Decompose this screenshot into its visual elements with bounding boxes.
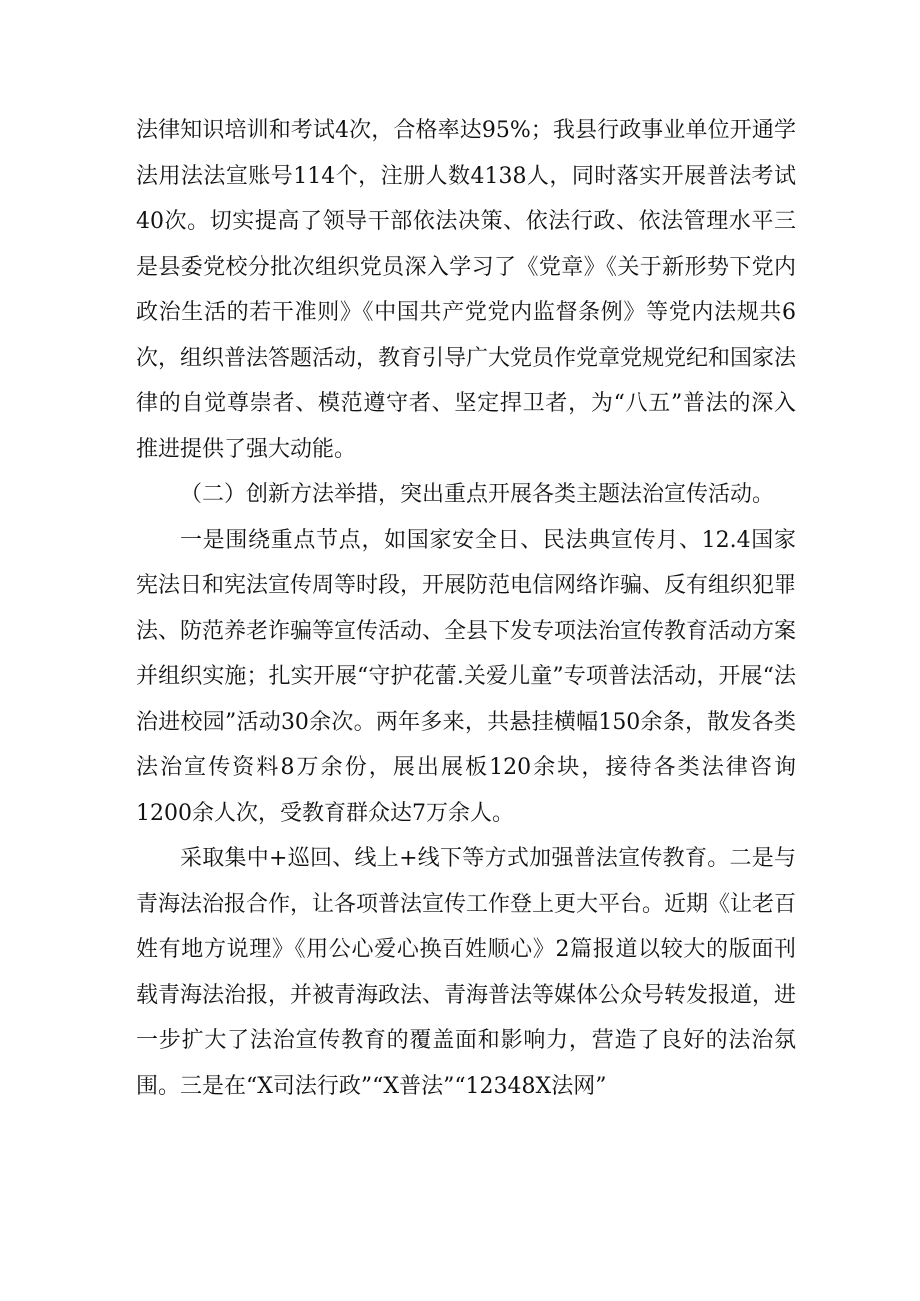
paragraph-3: 一是围绕重点节点，如国家安全日、民法典宣传月、12.4国家宪法日和宪法宣传周等时段，开展防范电信网络诈骗、反有组织犯罪法、防范养老诈骗等宣传活动、全县下发专项法治宣传教育活动方案并组织实施；扎实开展“守护花蕾.关爱儿童”专项普法活动，开展“法治进校园”活动30余次。两年多来，共悬挂横幅150余条，散发各类法治宣传资料8万余份，展出展板120余块，接待各类法律咨询1200余人次，受教育群众达7万余人。: [136, 527, 797, 826]
document-body: [136, 108, 796, 1109]
paragraph-1: 法律知识培训和考试4次，合格率达95%；我县行政事业单位开通学法用法法宣账号114个，注册人数4138人，同时落实开展普法考试40次。切实提高了领导干部依法决策、依法行政、依法管理水平三是县委党校分批次组织党员深入学习了《党章》《关于新形势下党内政治生活的若干准则》《中国共产党党内监督条例》等党内法规共6次，组织普法答题活动，教育引导广大党员作党章党规党纪和国家法律的自觉尊崇者、模范遵守者、坚定捍卫者，为“八五”普法的深入推进提供了强大动能。: [136, 118, 797, 462]
paragraph-4: 采取集中+巡回、线上+线下等方式加强普法宣传教育。二是与青海法治报合作，让各项普法宣传工作登上更大平台。近期《让老百姓有地方说理》《用公心爱心换百姓顺心》2篇报道以较大的版面刊载青海法治报，并被青海政法、青海普法等媒体公众号转发报道，进一步扩大了法治宣传教育的覆盖面和影响力，营造了良好的法治氛围。三是在“X司法行政”“X普法”“12348X法网”: [136, 846, 797, 1099]
paragraph-2-section-heading: （二）创新方法举措，突出重点开展各类主题法治宣传活动。: [180, 482, 775, 507]
